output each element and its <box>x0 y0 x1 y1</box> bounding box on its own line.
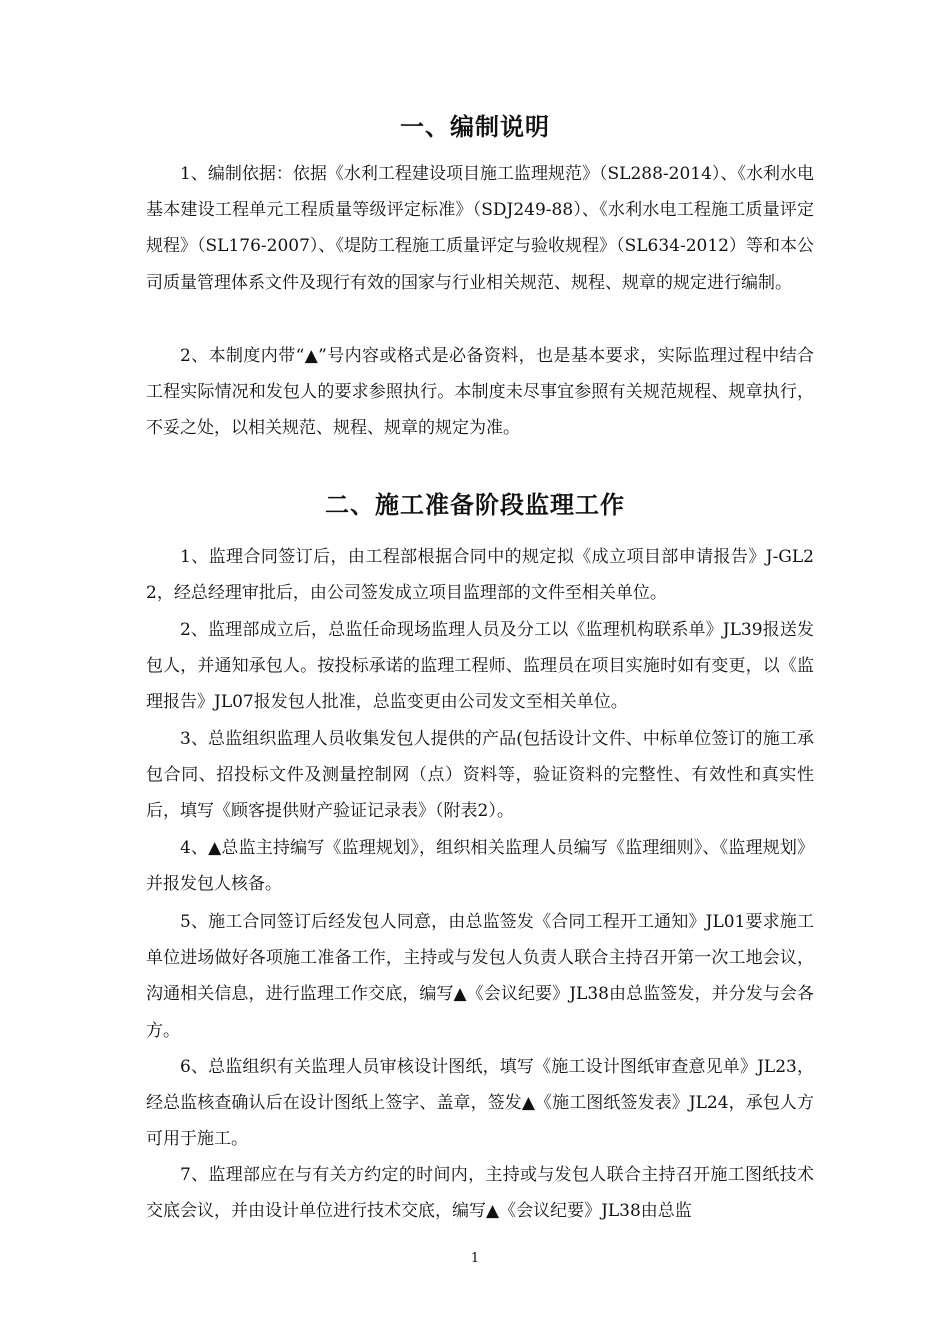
section-heading-compilation-notes: 一、编制说明 <box>400 113 550 141</box>
paragraph: 6、总监组织有关监理人员审核设计图纸，填写《施工设计图纸审查意见单》JL23，经总监核查确认后在设计图纸上签字、盖章，签发▲《施工图纸签发表》JL24，承包人方可用于施工。 <box>146 1057 814 1150</box>
section-heading-preparation-stage: 二、施工准备阶段监理工作 <box>325 491 625 519</box>
paragraph: 7、监理部应在与有关方约定的时间内，主持或与发包人联合主持召开施工图纸技术交底会议，并由设计单位进行技术交底，编写▲《会议纪要》JL38由总监 <box>146 1165 814 1222</box>
paragraph: 2、本制度内带“▲”号内容或格式是必备资料，也是基本要求，实际监理过程中结合工程实际情况和发包人的要求参照执行。本制度未尽事宜参照有关规范规程、规章执行，不妥之处，以相关规范、规程、规章的规定为准。 <box>146 346 814 439</box>
paragraph: 4、▲总监主持编写《监理规划》，组织相关监理人员编写《监理细则》、《监理规划》并报发包人核备。 <box>146 838 814 895</box>
paragraph: 2、监理部成立后，总监任命现场监理人员及分工以《监理机构联系单》JL39报送发包人，并通知承包人。按投标承诺的监理工程师、监理员在项目实施时如有变更，以《监理报告》JL07报发包人批准，总监变更由公司发文至相关单位。 <box>146 620 814 713</box>
paragraph: 3、总监组织监理人员收集发包人提供的产品(包括设计文件、中标单位签订的施工承包合同、招投标文件及测量控制网（点）资料等，验证资料的完整性、有效性和真实性后，填写《顾客提供财产验证记录表》（附表2）。 <box>146 729 814 822</box>
paragraph: 1、监理合同签订后，由工程部根据合同中的规定拟《成立项目部申请报告》J-GL22，经总经理审批后，由公司签发成立项目监理部的文件至相关单位。 <box>146 547 814 604</box>
page-number: 1 <box>470 1251 480 1266</box>
paragraph: 1、编制依据：依据《水利工程建设项目施工监理规范》（SL288-2014）、《水利水电基本建设工程单元工程质量等级评定标准》（SDJ249-88）、《水利水电工程施工质量评定规程》（SL176-2007）、《堤防工程施工质量评定与验收规程》（SL634-2012）等和本公司质量管理体系文件及现行有效的国家与行业相关规范、规程、规章的规定进行编制。 <box>146 164 814 293</box>
paragraph: 5、施工合同签订后经发包人同意，由总监签发《合同工程开工通知》JL01要求施工单位进场做好各项施工准备工作，主持或与发包人负责人联合主持召开第一次工地会议，沟通相关信息，进行监理工作交底，编写▲《会议纪要》JL38由总监签发，并分发与会各方。 <box>146 912 814 1041</box>
